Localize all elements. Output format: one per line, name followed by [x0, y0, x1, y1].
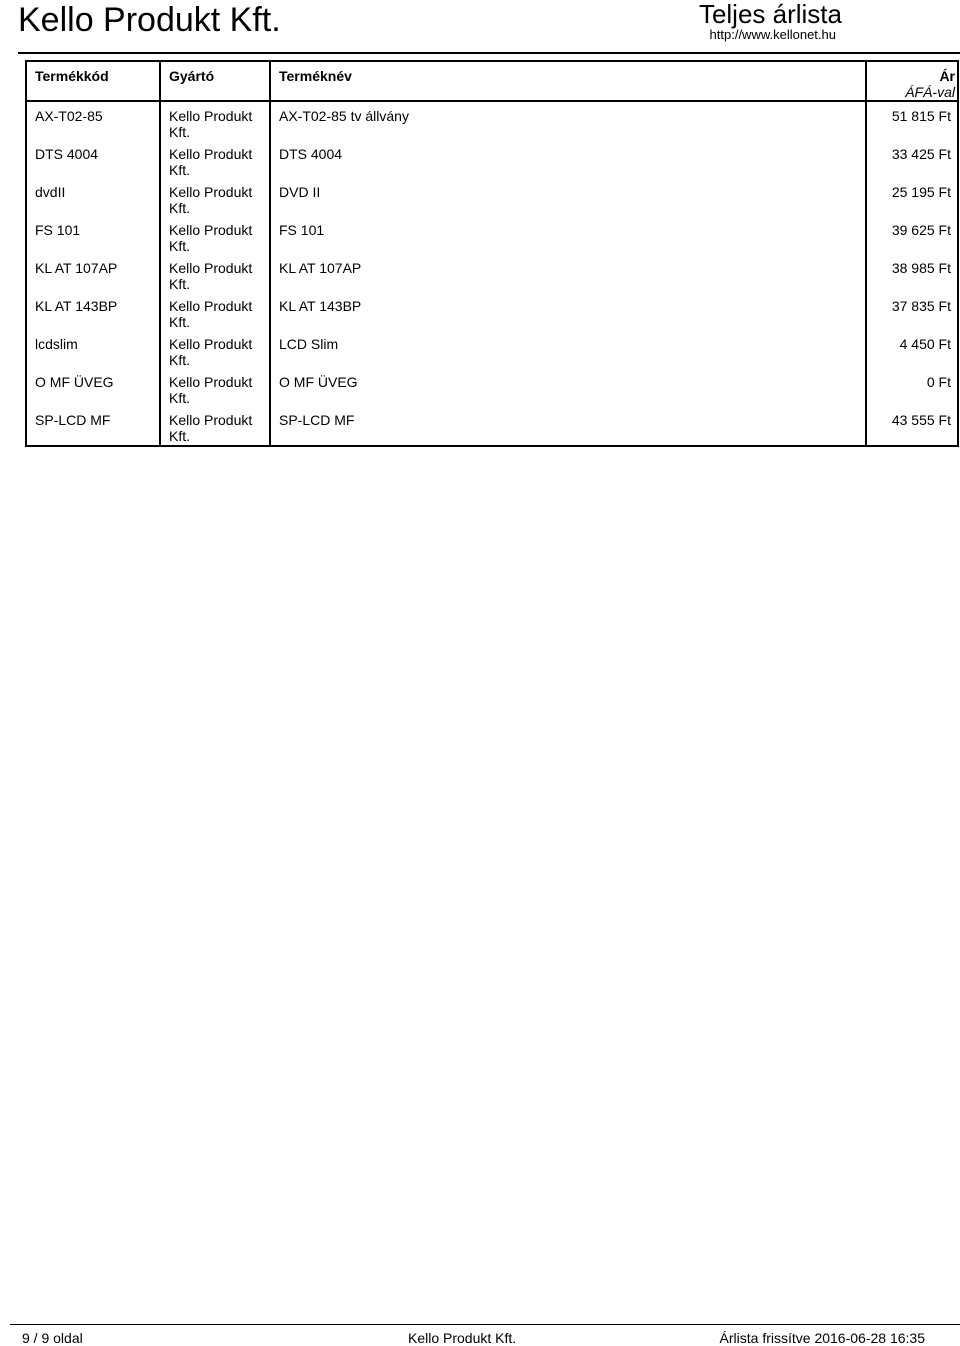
table-row	[26, 330, 958, 368]
website-url: http://www.kellonet.hu	[709, 27, 836, 42]
product-code-cell: KL AT 107AP	[26, 254, 160, 292]
manufacturer-cell: Kello Produkt Kft.	[160, 101, 270, 140]
price-cell: 4 450 Ft	[866, 330, 958, 368]
table-row	[26, 178, 958, 216]
product-name-cell: AX-T02-85 tv állvány	[270, 101, 866, 140]
manufacturer-cell: Kello Produkt Kft.	[160, 406, 270, 446]
price-cell: 51 815 Ft	[866, 101, 958, 140]
column-header-name: Terméknév	[270, 61, 866, 101]
footer-divider	[10, 1324, 960, 1325]
company-title: Kello Produkt Kft.	[18, 1, 281, 39]
price-list-table	[25, 60, 959, 447]
table-header-row	[26, 61, 958, 101]
column-header-code: Termékkód	[26, 61, 160, 101]
manufacturer-cell: Kello Produkt Kft.	[160, 292, 270, 330]
table-body	[26, 101, 958, 446]
product-code-cell: O MF ÜVEG	[26, 368, 160, 406]
table-row	[26, 216, 958, 254]
price-cell: 43 555 Ft	[866, 406, 958, 446]
page-number: 9 / 9 oldal	[22, 1330, 83, 1346]
last-updated: Árlista frissítve 2016-06-28 16:35	[719, 1330, 925, 1346]
manufacturer-cell: Kello Produkt Kft.	[160, 330, 270, 368]
table-row	[26, 101, 958, 140]
product-code-cell: AX-T02-85	[26, 101, 160, 140]
price-cell: 33 425 Ft	[866, 140, 958, 178]
manufacturer-cell: Kello Produkt Kft.	[160, 140, 270, 178]
price-cell: 37 835 Ft	[866, 292, 958, 330]
price-cell: 39 625 Ft	[866, 216, 958, 254]
document-title: Teljes árlista	[698, 0, 842, 29]
header-divider	[18, 52, 960, 54]
manufacturer-cell: Kello Produkt Kft.	[160, 216, 270, 254]
column-header-price	[866, 61, 958, 101]
manufacturer-cell: Kello Produkt Kft.	[160, 178, 270, 216]
table-row	[26, 406, 958, 446]
product-name-cell: DTS 4004	[270, 140, 866, 178]
product-code-cell: FS 101	[26, 216, 160, 254]
product-name-cell: KL AT 143BP	[270, 292, 866, 330]
product-name-cell: KL AT 107AP	[270, 254, 866, 292]
product-code-cell: dvdII	[26, 178, 160, 216]
table-row	[26, 140, 958, 178]
table-row	[26, 368, 958, 406]
product-name-cell: DVD II	[270, 178, 866, 216]
product-name-cell: FS 101	[270, 216, 866, 254]
product-name-cell: O MF ÜVEG	[270, 368, 866, 406]
product-code-cell: KL AT 143BP	[26, 292, 160, 330]
price-cell: 25 195 Ft	[866, 178, 958, 216]
product-code-cell: SP-LCD MF	[26, 406, 160, 446]
price-header-label: Ár	[939, 68, 955, 84]
price-header-vat-note: ÁFÁ-val	[905, 84, 955, 100]
price-cell: 0 Ft	[866, 368, 958, 406]
product-name-cell: LCD Slim	[270, 330, 866, 368]
manufacturer-cell: Kello Produkt Kft.	[160, 368, 270, 406]
table-row	[26, 254, 958, 292]
table-row	[26, 292, 958, 330]
column-header-maker: Gyártó	[160, 61, 270, 101]
price-cell: 38 985 Ft	[866, 254, 958, 292]
product-code-cell: DTS 4004	[26, 140, 160, 178]
product-name-cell: SP-LCD MF	[270, 406, 866, 446]
product-code-cell: lcdslim	[26, 330, 160, 368]
footer-company: Kello Produkt Kft.	[408, 1330, 517, 1346]
manufacturer-cell: Kello Produkt Kft.	[160, 254, 270, 292]
